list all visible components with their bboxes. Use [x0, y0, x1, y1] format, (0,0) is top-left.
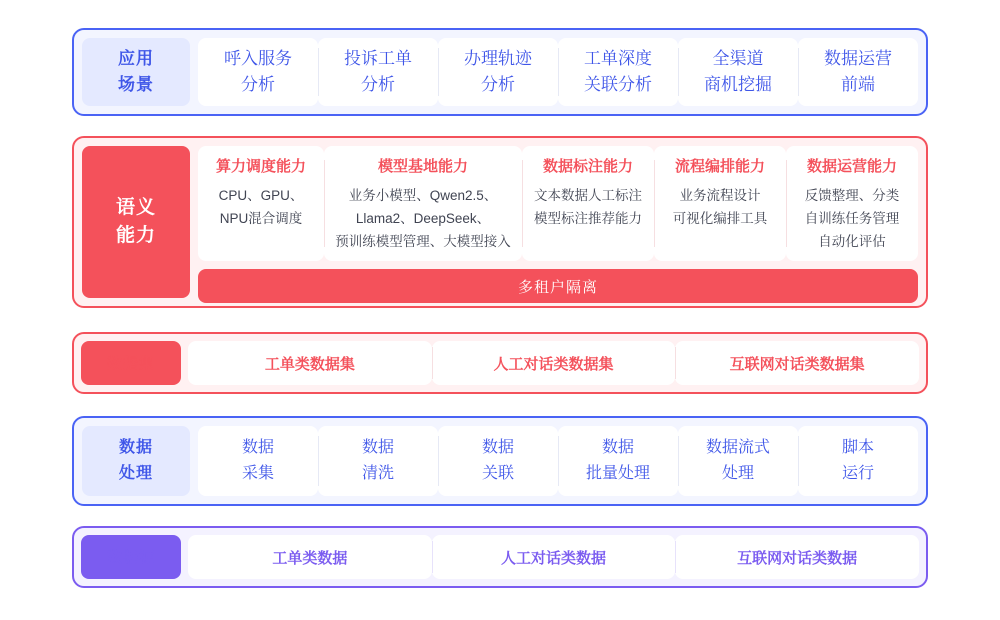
data-source-cells — [188, 535, 919, 579]
row-label-application-scenarios: 应用 场景 — [82, 38, 190, 106]
data-processing-cells — [198, 426, 918, 496]
capability-card-process-orchestration[interactable]: 流程编排能力 业务流程设计 可视化编排工具 — [654, 146, 786, 261]
capability-card-compute-scheduling[interactable]: 算力调度能力 CPU、GPU、 NPU混合调度 — [198, 146, 324, 261]
row-label-dataset: 数据集 — [81, 341, 181, 385]
application-scenario-cells — [198, 38, 918, 106]
dataset-cells — [188, 341, 919, 385]
row-label-data-processing: 数据 处理 — [82, 426, 190, 496]
data-source-item-human-dialog[interactable]: 人工对话类数据 — [432, 535, 676, 579]
row-label-data-source: 数据源 — [81, 535, 181, 579]
capability-card-data-annotation[interactable]: 数据标注能力 文本数据人工标注 模型标注推荐能力 — [522, 146, 654, 261]
capability-card-desc: 反馈整理、分类 自训练任务管理 自动化评估 — [804, 188, 900, 249]
scenario-item[interactable]: 呼入服务 分析 — [198, 38, 318, 106]
processing-item-streaming[interactable]: 数据流式 处理 — [678, 426, 798, 496]
processing-item-association[interactable]: 数据 关联 — [438, 426, 558, 496]
row-data-processing — [72, 416, 928, 506]
semantic-capability-cells — [198, 146, 918, 261]
data-source-item-internet-dialog[interactable]: 互联网对话类数据 — [675, 535, 919, 579]
capability-card-desc: 业务小模型、Qwen2.5、 Llama2、DeepSeek、 预训练模型管理、大模型接入 — [335, 188, 511, 249]
scenario-item[interactable]: 数据运营 前端 — [798, 38, 918, 106]
data-source-item-ticket[interactable]: 工单类数据 — [188, 535, 432, 579]
row-semantic-capability — [72, 136, 928, 308]
capability-card-desc: CPU、GPU、 NPU混合调度 — [218, 188, 304, 226]
capability-card-desc: 业务流程设计 可视化编排工具 — [672, 188, 768, 226]
processing-item-batch[interactable]: 数据 批量处理 — [558, 426, 678, 496]
processing-item-collection[interactable]: 数据 采集 — [198, 426, 318, 496]
semantic-capability-body — [198, 146, 918, 298]
dataset-item-ticket[interactable]: 工单类数据集 — [188, 341, 432, 385]
row-dataset — [72, 332, 928, 394]
scenario-item[interactable]: 办理轨迹 分析 — [438, 38, 558, 106]
multi-tenant-isolation-banner: 多租户隔离 — [198, 269, 918, 303]
dataset-item-internet-dialog[interactable]: 互联网对话类数据集 — [675, 341, 919, 385]
scenario-item[interactable]: 投诉工单 分析 — [318, 38, 438, 106]
scenario-item[interactable]: 全渠道 商机挖掘 — [678, 38, 798, 106]
row-data-source — [72, 526, 928, 588]
scenario-item[interactable]: 工单深度 关联分析 — [558, 38, 678, 106]
dataset-item-human-dialog[interactable]: 人工对话类数据集 — [432, 341, 676, 385]
capability-card-desc: 文本数据人工标注 模型标注推荐能力 — [534, 188, 642, 226]
row-label-semantic-capability: 语义 能力 — [82, 146, 190, 298]
capability-card-model-base[interactable]: 模型基地能力 业务小模型、Qwen2.5、 Llama2、DeepSeek、 预训练模型管理、大模型接入 — [324, 146, 522, 261]
row-application-scenarios — [72, 28, 928, 116]
capability-card-data-operations[interactable]: 数据运营能力 反馈整理、分类 自训练任务管理 自动化评估 — [786, 146, 918, 261]
processing-item-cleaning[interactable]: 数据 清洗 — [318, 426, 438, 496]
processing-item-script[interactable]: 脚本 运行 — [798, 426, 918, 496]
